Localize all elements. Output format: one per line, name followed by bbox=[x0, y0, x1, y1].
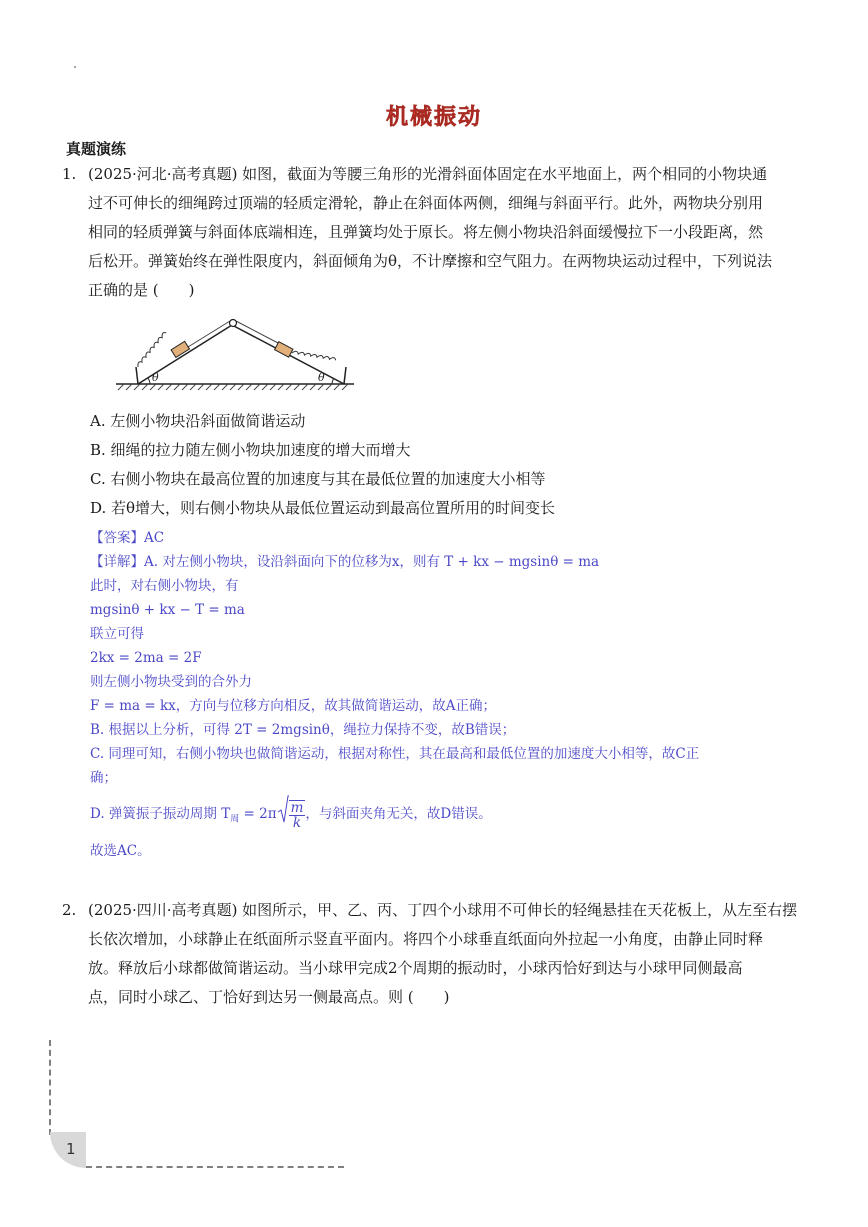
question-line: (2025·四川·高考真题) 如图所示，甲、乙、丙、丁四个小球用不可伸长的轻绳悬挂在天花板上，从左至右摆 bbox=[88, 901, 798, 919]
answer-d-prefix: D. 弹簧振子振动周期 T bbox=[90, 806, 231, 822]
answer-line: 联立可得 bbox=[90, 626, 144, 642]
question-line: 后松开。弹簧始终在弹性限度内，斜面倾角为θ，不计摩擦和空气阻力。在两物块运动过程中，下列说法 bbox=[88, 252, 773, 270]
sqrt-symbol bbox=[277, 794, 289, 835]
page-border-vertical bbox=[49, 1040, 51, 1135]
answer-line: F = ma = kx，方向与位移方向相反，故其做简谐运动，故A正确； bbox=[90, 698, 497, 714]
page-dot bbox=[74, 66, 76, 68]
option-d: D. 若θ增大，则右侧小物块从最低位置运动到最高位置所用的时间变长 bbox=[90, 499, 556, 517]
answer-line: C. 同理可知，右侧小物块也做简谐运动，根据对称性，其在最高和最低位置的加速度大小相等，故C正 bbox=[90, 746, 700, 762]
answer-d-sub: 周 bbox=[230, 814, 240, 825]
answer-line: 【答案】AC bbox=[90, 530, 165, 546]
page-border-horizontal bbox=[86, 1166, 344, 1168]
answer-line: 此时，对右侧小物块，有 bbox=[90, 578, 239, 594]
fraction-numerator: m bbox=[290, 799, 304, 816]
answer-line: B. 根据以上分析，可得 2T = 2mgsinθ，绳拉力保持不变，故B错误； bbox=[90, 722, 516, 738]
question-2 bbox=[62, 896, 807, 1012]
section-title: 真题演练 bbox=[66, 140, 127, 158]
question-number: 1. bbox=[62, 165, 77, 183]
option-c: C. 右侧小物块在最高位置的加速度与其在最低位置的加速度大小相等 bbox=[90, 470, 546, 488]
answer-line: 则左侧小物块受到的合外力 bbox=[90, 674, 252, 690]
angle-label-left: θ bbox=[152, 371, 159, 384]
incline-figure bbox=[108, 315, 358, 399]
question-line: 相同的轻质弹簧与斜面体底端相连，且弹簧均处于原长。将左侧小物块沿斜面缓慢拉下一小段距离，然 bbox=[88, 223, 764, 241]
fraction-denominator: k bbox=[292, 814, 302, 831]
question-line: 过不可伸长的细绳跨过顶端的轻质定滑轮，静止在斜面体两侧，细绳与斜面平行。此外，两物块分别用 bbox=[88, 194, 764, 212]
option-b: B. 细绳的拉力随左侧小物块加速度的增大而增大 bbox=[90, 441, 411, 459]
question-line: (2025·河北·高考真题) 如图，截面为等腰三角形的光滑斜面体固定在水平地面上，两个相同的小物块通 bbox=[88, 165, 768, 183]
answer-final: 故选AC。 bbox=[90, 843, 151, 859]
answer-line-d bbox=[90, 794, 810, 835]
incline-diagram bbox=[108, 315, 358, 395]
question-line: 长依次增加，小球静止在纸面所示竖直平面内。将四个小球垂直纸面向外拉起一小角度，由静止同时释 bbox=[88, 930, 764, 948]
question-line: 点，同时小球乙、丁恰好到达另一侧最高点。则 ( ) bbox=[88, 988, 450, 1006]
answer-line: mgsinθ + kx − T = ma bbox=[90, 602, 245, 618]
answer-block bbox=[90, 526, 810, 863]
page-title: 机械振动 bbox=[385, 105, 482, 130]
answer-d-mid: = 2π bbox=[239, 806, 277, 822]
options-list bbox=[90, 407, 555, 523]
question-1 bbox=[62, 160, 807, 305]
angle-label-right: θ bbox=[318, 371, 325, 384]
answer-line: 2kx = 2ma = 2F bbox=[90, 650, 202, 666]
question-line: 正确的是 ( ) bbox=[88, 281, 195, 299]
option-a: A. 左侧小物块沿斜面做简谐运动 bbox=[90, 412, 306, 430]
question-line: 放。释放后小球都做简谐运动。当小球甲完成2个周期的振动时，小球丙恰好到达与小球甲同侧最高 bbox=[88, 959, 743, 977]
answer-line: 【详解】A. 对左侧小物块，设沿斜面向下的位移为x，则有 T + kx − mgsinθ = ma bbox=[90, 554, 600, 570]
fraction bbox=[289, 800, 306, 830]
answer-line: 确； bbox=[90, 770, 117, 786]
page-number: 1 bbox=[66, 1140, 76, 1158]
question-number: 2. bbox=[62, 901, 77, 919]
answer-d-suffix: ，与斜面夹角无关，故D错误。 bbox=[305, 806, 492, 822]
